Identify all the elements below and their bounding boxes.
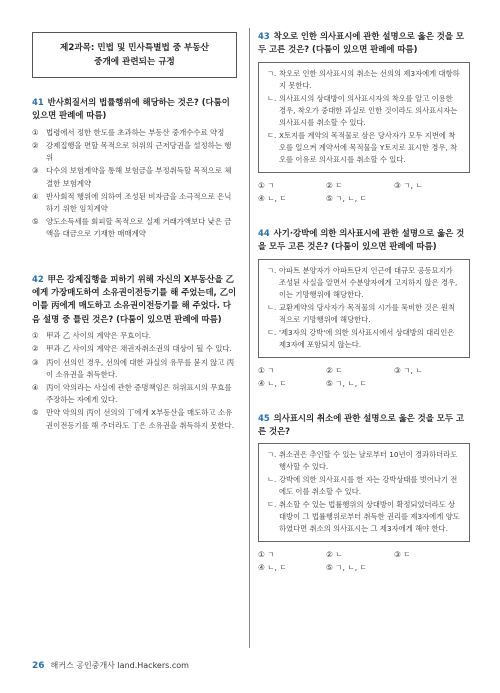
choice[interactable]: ④ ㄴ, ㄷ	[258, 378, 287, 388]
question-number: 43	[258, 31, 270, 41]
question-text: 甲은 강제집행을 피하기 위해 자신의 X부동산을 乙에게 가장매도하여 소유권이전등기를 해 주었는데, 乙이 이를 丙에게 매도하고 소유권이전등기를 해 주었다. 다음 설명 중 틀린 것은? (다툼이 있으면 판례에 따름)	[32, 273, 237, 324]
column-divider	[249, 28, 250, 648]
question-43	[258, 30, 470, 205]
choice[interactable]: ③ ㄱ, ㄴ	[394, 180, 423, 190]
question-stem	[258, 412, 470, 439]
question-stem	[258, 30, 470, 57]
question-number: 41	[32, 97, 44, 107]
statement: ㄱ. 아파트 분양자가 아파트단지 인근에 대규모 공동묘지가 조성된 사실을 알면서 수분양자에게 고지하지 않은 경우, 이는 기망행위에 해당한다.	[267, 265, 458, 299]
statement: ㄴ. 교환계약의 당사자가 목적물의 시가를 묵비한 것은 원칙적으로 기망행위에 해당한다.	[267, 302, 456, 324]
question-text: 의사표시의 취소에 관한 설명으로 옳은 것을 모두 고른 것은?	[258, 412, 464, 437]
statement: ㄱ. 착오로 인한 의사표시의 취소는 선의의 제3자에게 대항하지 못한다.	[267, 68, 460, 90]
option[interactable]: ④ 丙이 악의라는 사실에 관한 증명책임은 허위표시의 무효를 주장하는 자에게 있다.	[32, 383, 232, 405]
answer-choices	[258, 179, 470, 205]
choice[interactable]: ④ ㄴ, ㄷ	[258, 563, 287, 573]
question-number: 45	[258, 412, 270, 423]
right-column	[258, 30, 470, 574]
footer-text[interactable]: 해커스 공인중개사 land.Hackers.com	[50, 661, 189, 670]
choice[interactable]: ② ㄷ	[326, 365, 343, 375]
option[interactable]: ③ 다수의 보험계약을 통해 보험금을 부정취득할 목적으로 체결한 보험계약	[32, 166, 232, 188]
choice[interactable]: ③ ㄷ	[394, 550, 411, 560]
question-42	[32, 273, 237, 432]
option[interactable]: ⑤ 만약 악의의 丙이 선의의 丁에게 X부동산을 매도하고 소유권이전등기를 해 주더라도 丁은 소유권을 취득하지 못한다.	[32, 408, 235, 430]
page-footer	[32, 660, 189, 671]
statement: ㄴ. 강박에 의한 의사표시를 한 자는 강박상태를 벗어나기 전에도 이를 취소할 수 있다.	[267, 475, 458, 497]
statement-box	[258, 443, 470, 542]
question-number: 44	[258, 227, 270, 238]
question-stem	[32, 273, 237, 327]
option[interactable]: ③ 丙이 선의인 경우, 선의에 대한 과실의 유무를 묻지 않고 丙이 소유권을 취득한다.	[32, 357, 235, 379]
question-44	[258, 227, 470, 390]
question-stem	[258, 227, 470, 254]
statement-box	[258, 259, 470, 358]
question-text: 반사회질서의 법률행위에 해당하는 것은? (다툼이 있으면 판례에 따름)	[32, 97, 230, 121]
option[interactable]: ① 법령에서 정한 한도를 초과하는 부동산 중개수수료 약정	[32, 127, 225, 137]
question-text: 사기·강박에 의한 의사표시에 관한 설명으로 옳은 것을 모두 고른 것은? (다툼이 있으면 판례에 따름)	[258, 227, 465, 252]
choice[interactable]: ① ㄱ	[258, 180, 275, 190]
choice[interactable]: ④ ㄴ, ㄷ	[258, 193, 287, 203]
question-stem	[32, 96, 237, 123]
option[interactable]: ① 甲과 乙 사이의 계약은 무효이다.	[32, 331, 152, 341]
option-list	[32, 127, 237, 241]
choice[interactable]: ② ㄷ	[326, 180, 343, 190]
choice[interactable]: ② ㄴ	[326, 550, 343, 560]
section-title-line2: 중개에 관련되는 규정	[94, 57, 175, 67]
section-title-line1: 제2과목: 민법 및 민사특별법 중 부동산	[60, 43, 209, 53]
choice[interactable]: ⑤ ㄱ, ㄴ, ㄷ	[326, 193, 367, 203]
statement: ㄴ. 의사표시의 상대방이 의사표시자의 착오를 알고 이용한 경우, 착오가 중대한 과실로 인한 것이라도 의사표시자는 의사표시를 취소할 수 있다.	[267, 93, 458, 127]
statement: ㄷ. X토지를 계약의 목적물로 삼은 당사자가 모두 지번에 착오를 일으켜 계약서에 목적물을 Y토지로 표시한 경우, 착오를 이유로 의사표시를 취소할 수 있다.	[267, 130, 458, 164]
choice[interactable]: ① ㄱ	[258, 550, 275, 560]
option[interactable]: ⑤ 양도소득세를 회피할 목적으로 실제 거래가액보다 낮은 금액을 대금으로 기재한 매매계약	[32, 217, 232, 239]
option[interactable]: ④ 반사회적 행위에 의하여 조성된 비자금을 소극적으로 은닉하기 위한 임치계약	[32, 191, 232, 214]
statement-box	[258, 62, 470, 173]
section-header	[32, 32, 237, 78]
page-number: 26	[32, 661, 45, 671]
option[interactable]: ② 강제집행을 면할 목적으로 허위의 근저당권을 설정하는 행위	[32, 141, 232, 163]
question-number: 42	[32, 273, 44, 284]
choice[interactable]: ⑤ ㄱ, ㄴ, ㄷ	[326, 378, 367, 388]
question-text: 착오로 인한 의사표시에 관한 설명으로 옳은 것을 모두 고른 것은? (다툼이 있으면 판례에 따름)	[258, 31, 464, 55]
statement: ㄱ. 취소권은 추인할 수 있는 날로부터 10년이 경과하더라도 행사할 수 있다.	[267, 450, 458, 472]
statement: ㄷ. 취소할 수 있는 법률행위의 상대방이 확정되었더라도 상대방이 그 법률행위로부터 취득한 권리를 제3자에게 양도하였다면 취소의 의사표시는 그 제3자에게 해야 한다.	[267, 500, 460, 534]
choice[interactable]: ⑤ ㄱ, ㄴ, ㄷ	[326, 563, 367, 573]
question-45	[258, 412, 470, 575]
option[interactable]: ② 甲과 乙 사이의 계약은 채권자취소권의 대상이 될 수 있다.	[32, 344, 232, 354]
option-list	[32, 330, 237, 432]
question-41	[32, 96, 237, 241]
statement: ㄷ. '제3자의 강박'에 의한 의사표시에서 상대방의 대리인은 제3자에 포함되지 않는다.	[267, 327, 455, 349]
answer-choices	[258, 548, 470, 574]
answer-choices	[258, 364, 470, 390]
choice[interactable]: ① ㄱ	[258, 365, 275, 375]
left-column	[32, 30, 237, 433]
choice[interactable]: ③ ㄱ, ㄴ	[394, 365, 423, 375]
